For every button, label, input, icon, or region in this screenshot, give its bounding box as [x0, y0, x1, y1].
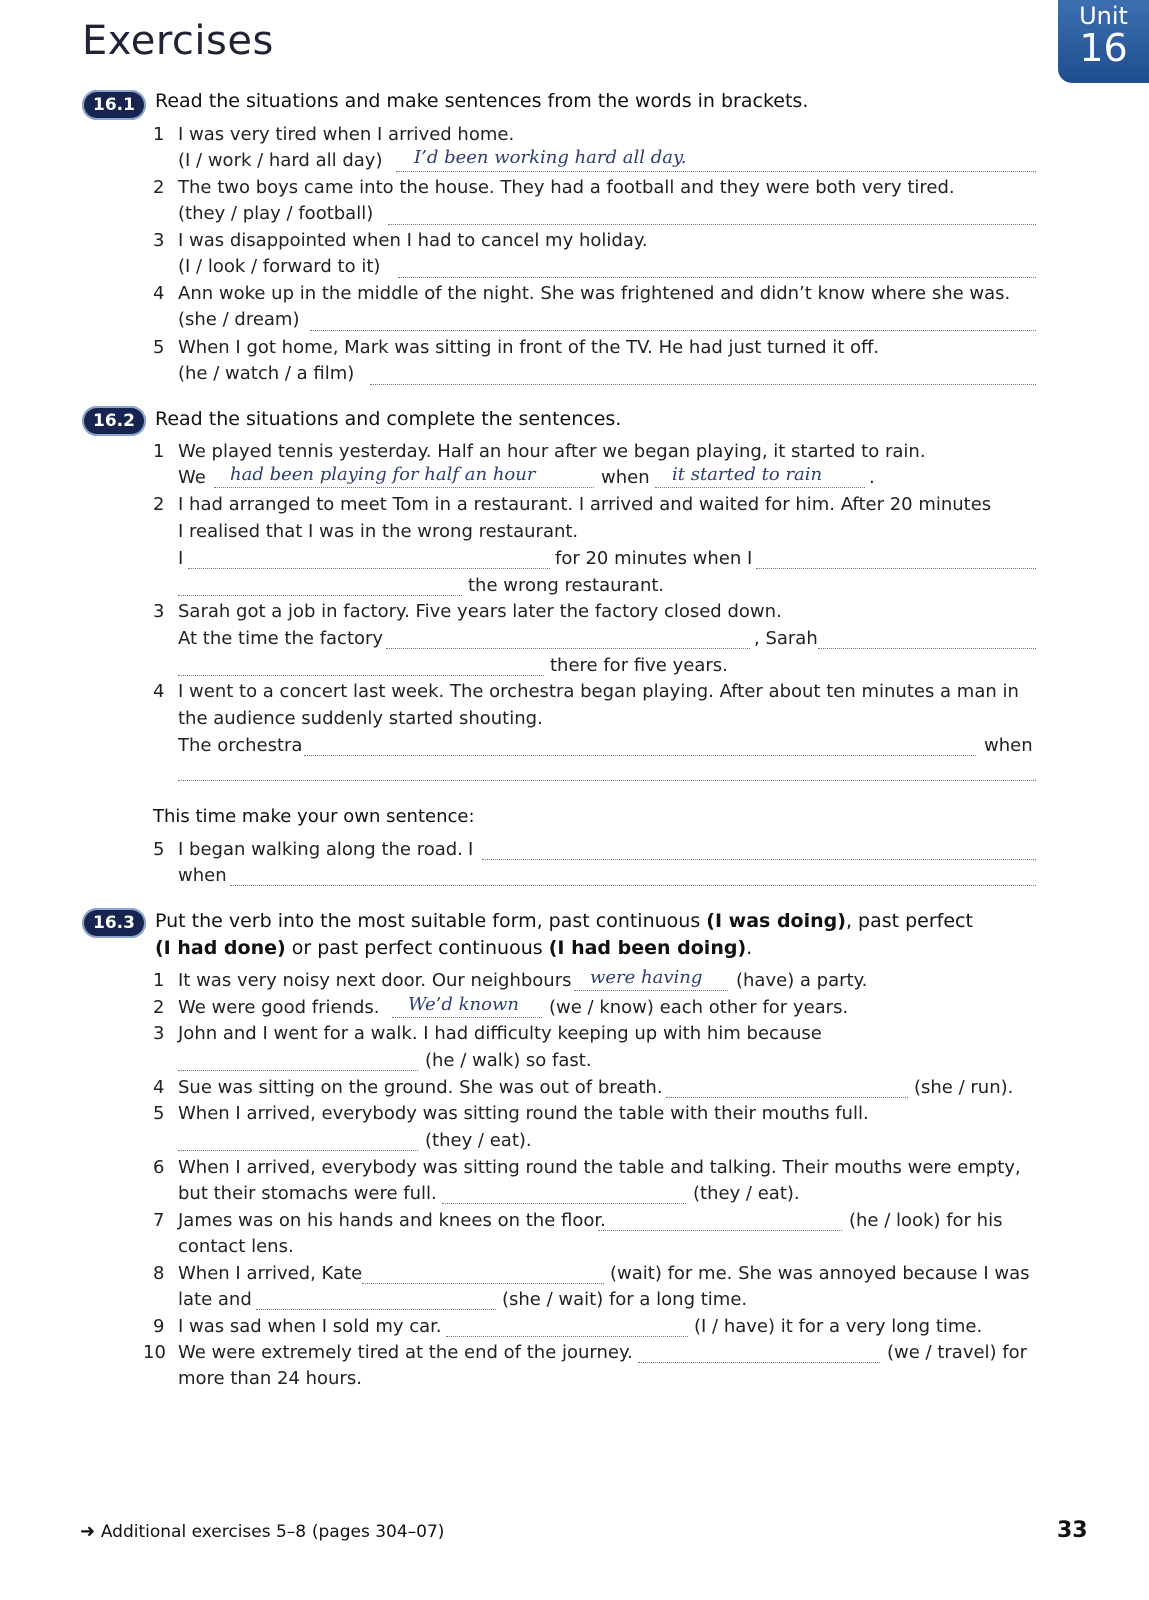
answer-line[interactable] — [188, 568, 550, 569]
answer-line[interactable] — [598, 1230, 842, 1231]
situation-text: The two boys came into the house. They had a football and they were both very tired. — [178, 177, 955, 198]
answer-line[interactable] — [396, 171, 1036, 172]
item-text: When I arrived, everybody was sitting round the table with their mouths full. — [178, 1103, 869, 1124]
item-text: I was sad when I sold my car. — [178, 1316, 442, 1337]
handwritten-answer: had been playing for half an hour — [230, 464, 536, 485]
instruction-example: (I had been doing) — [548, 937, 747, 959]
instruction-example: (I was doing) — [706, 910, 846, 932]
item-text: James was on his hands and knees on the floor. — [178, 1210, 606, 1231]
answer-line[interactable] — [638, 1362, 880, 1363]
sentence-connector: when — [601, 467, 650, 488]
item-text: We were extremely tired at the end of the journey. — [178, 1342, 633, 1363]
item-number: 3 — [153, 230, 165, 251]
answer-line[interactable] — [304, 755, 976, 756]
answer-line[interactable] — [442, 1203, 686, 1204]
item-number: 5 — [153, 337, 165, 358]
prompt-text: (she / dream) — [178, 309, 300, 330]
situation-text: Ann woke up in the middle of the night. She was frightened and didn’t know where she was. — [178, 283, 1011, 304]
item-number: 1 — [153, 124, 165, 145]
prompt-text: (he / watch / a film) — [178, 363, 355, 384]
item-text: We were good friends. — [178, 997, 380, 1018]
unit-tab — [1058, 0, 1149, 83]
answer-line[interactable] — [655, 487, 865, 488]
item-text: late and — [178, 1289, 252, 1310]
situation-text: I realised that I was in the wrong restaurant. — [178, 521, 579, 542]
prompt-text: (I / work / hard all day) — [178, 150, 383, 171]
answer-line[interactable] — [386, 648, 750, 649]
handwritten-answer: it started to rain — [672, 464, 823, 485]
footer-pages: (pages 304–07) — [311, 1522, 445, 1542]
item-text: (he / look) for his — [849, 1210, 1003, 1231]
exercise-badge-16-3: 16.3 — [82, 908, 146, 938]
sentence-end: . — [869, 467, 875, 488]
handwritten-answer: We’d known — [408, 994, 519, 1015]
answer-line[interactable] — [178, 675, 544, 676]
exercise-instruction-line-2 — [155, 937, 752, 959]
answer-line[interactable] — [214, 487, 594, 488]
item-number: 1 — [153, 441, 165, 462]
situation-text: I began walking along the road. — [178, 839, 463, 860]
item-text: When I arrived, everybody was sitting round the table and talking. Their mouths were empty, — [178, 1157, 1021, 1178]
answer-line[interactable] — [392, 1017, 542, 1018]
situation-text: When I got home, Mark was sitting in front of the TV. He had just turned it off. — [178, 337, 880, 358]
situation-text: Sarah got a job in factory. Five years later the factory closed down. — [178, 601, 782, 622]
page-title: Exercises — [82, 18, 274, 64]
item-text: (have) a party. — [736, 970, 868, 991]
item-number: 9 — [153, 1316, 165, 1337]
sentence-start: The orchestra — [178, 735, 303, 756]
exercise-instruction: Read the situations and make sentences from the words in brackets. — [155, 90, 809, 112]
unit-label: Unit — [1079, 2, 1128, 30]
sentence-start: I — [468, 839, 474, 860]
answer-line[interactable] — [256, 1309, 496, 1310]
item-text: (she / wait) for a long time. — [502, 1289, 748, 1310]
item-text: (I / have) it for a very long time. — [694, 1316, 983, 1337]
answer-line[interactable] — [756, 568, 1036, 569]
prompt-text: (I / look / forward to it) — [178, 256, 381, 277]
answer-line[interactable] — [574, 990, 728, 991]
answer-line[interactable] — [666, 1097, 908, 1098]
additional-exercises-link[interactable] — [80, 1521, 444, 1542]
page-number: 33 — [1057, 1518, 1088, 1543]
item-text: (she / run). — [914, 1077, 1014, 1098]
situation-text: I went to a concert last week. The orchestra began playing. After about ten minutes a man in — [178, 681, 1019, 702]
item-number: 2 — [153, 494, 165, 515]
item-text: but their stomachs were full. — [178, 1183, 437, 1204]
item-text: Sue was sitting on the ground. She was out of breath. — [178, 1077, 663, 1098]
sentence-start: I — [178, 548, 184, 569]
answer-line[interactable] — [362, 1283, 604, 1284]
item-number: 2 — [153, 997, 165, 1018]
handwritten-answer: were having — [590, 967, 703, 988]
item-text: (he / walk) so fast. — [425, 1050, 592, 1071]
answer-line[interactable] — [398, 277, 1036, 278]
situation-text: We played tennis yesterday. Half an hour after we began playing, it started to rain. — [178, 441, 926, 462]
exercise-badge-16-1: 16.1 — [82, 90, 146, 120]
arrow-right-icon: ➜ — [80, 1521, 96, 1542]
item-text: It was very noisy next door. Our neighbours — [178, 970, 572, 991]
item-text: contact lens. — [178, 1236, 294, 1257]
answer-line[interactable] — [178, 1070, 418, 1071]
exercise-instruction — [155, 910, 973, 932]
situation-text: I had arranged to meet Tom in a restaurant. I arrived and waited for him. After 20 minutes — [178, 494, 992, 515]
exercise-instruction: Read the situations and complete the sentences. — [155, 408, 622, 430]
item-text: (they / eat). — [693, 1183, 800, 1204]
item-number: 2 — [153, 177, 165, 198]
answer-line[interactable] — [230, 885, 1036, 886]
situation-text: I was very tired when I arrived home. — [178, 124, 515, 145]
sentence-start: We — [178, 467, 206, 488]
answer-line[interactable] — [370, 384, 1036, 385]
answer-line[interactable] — [388, 224, 1036, 225]
instruction-part: . — [746, 937, 753, 959]
item-number: 3 — [153, 601, 165, 622]
handwritten-answer: I’d been working hard all day. — [414, 147, 687, 168]
instruction-part: Put the verb into the most suitable form, past continuous — [155, 910, 707, 932]
item-number: 4 — [153, 1077, 165, 1098]
item-text: (we / travel) for — [887, 1342, 1028, 1363]
item-text: (wait) for me. She was annoyed because I was — [610, 1263, 1030, 1284]
instruction-part: or past perfect continuous — [285, 937, 549, 959]
item-text: more than 24 hours. — [178, 1368, 362, 1389]
situation-text: the audience suddenly started shouting. — [178, 708, 543, 729]
sentence-start: At the time the factory — [178, 628, 384, 649]
item-number: 4 — [153, 681, 165, 702]
instruction-part: , past perfect — [845, 910, 973, 932]
item-number: 3 — [153, 1023, 165, 1044]
item-text: (they / eat). — [425, 1130, 532, 1151]
answer-line[interactable] — [178, 780, 1036, 781]
situation-text: I was disappointed when I had to cancel my holiday. — [178, 230, 648, 251]
answer-line[interactable] — [446, 1336, 688, 1337]
item-number: 10 — [143, 1342, 166, 1363]
answer-line[interactable] — [178, 595, 462, 596]
answer-line[interactable] — [818, 648, 1036, 649]
item-number: 5 — [153, 1103, 165, 1124]
item-number: 8 — [153, 1263, 165, 1284]
answer-line[interactable] — [310, 330, 1036, 331]
instruction-example: (I had done) — [155, 937, 286, 959]
own-sentence-heading: This time make your own sentence: — [153, 806, 475, 827]
footer-bold: Additional exercises 5–8 — [100, 1522, 307, 1542]
answer-line[interactable] — [178, 1150, 418, 1151]
item-number: 6 — [153, 1157, 165, 1178]
item-text: (we / know) each other for years. — [549, 997, 849, 1018]
sentence-end: the wrong restaurant. — [468, 575, 665, 596]
item-number: 5 — [153, 839, 165, 860]
answer-line[interactable] — [482, 859, 1036, 860]
item-number: 7 — [153, 1210, 165, 1231]
sentence-connector: , Sarah — [754, 628, 818, 649]
unit-number: 16 — [1079, 26, 1128, 70]
sentence-end: there for five years. — [550, 655, 728, 676]
sentence-connector: for 20 minutes when I — [555, 548, 753, 569]
item-text: When I arrived, Kate — [178, 1263, 363, 1284]
item-number: 4 — [153, 283, 165, 304]
sentence-connector: when — [984, 735, 1033, 756]
prompt-text: (they / play / football) — [178, 203, 374, 224]
sentence-connector: when — [178, 865, 227, 886]
item-text: John and I went for a walk. I had difficulty keeping up with him because — [178, 1023, 822, 1044]
item-number: 1 — [153, 970, 165, 991]
exercise-badge-16-2: 16.2 — [82, 406, 146, 436]
